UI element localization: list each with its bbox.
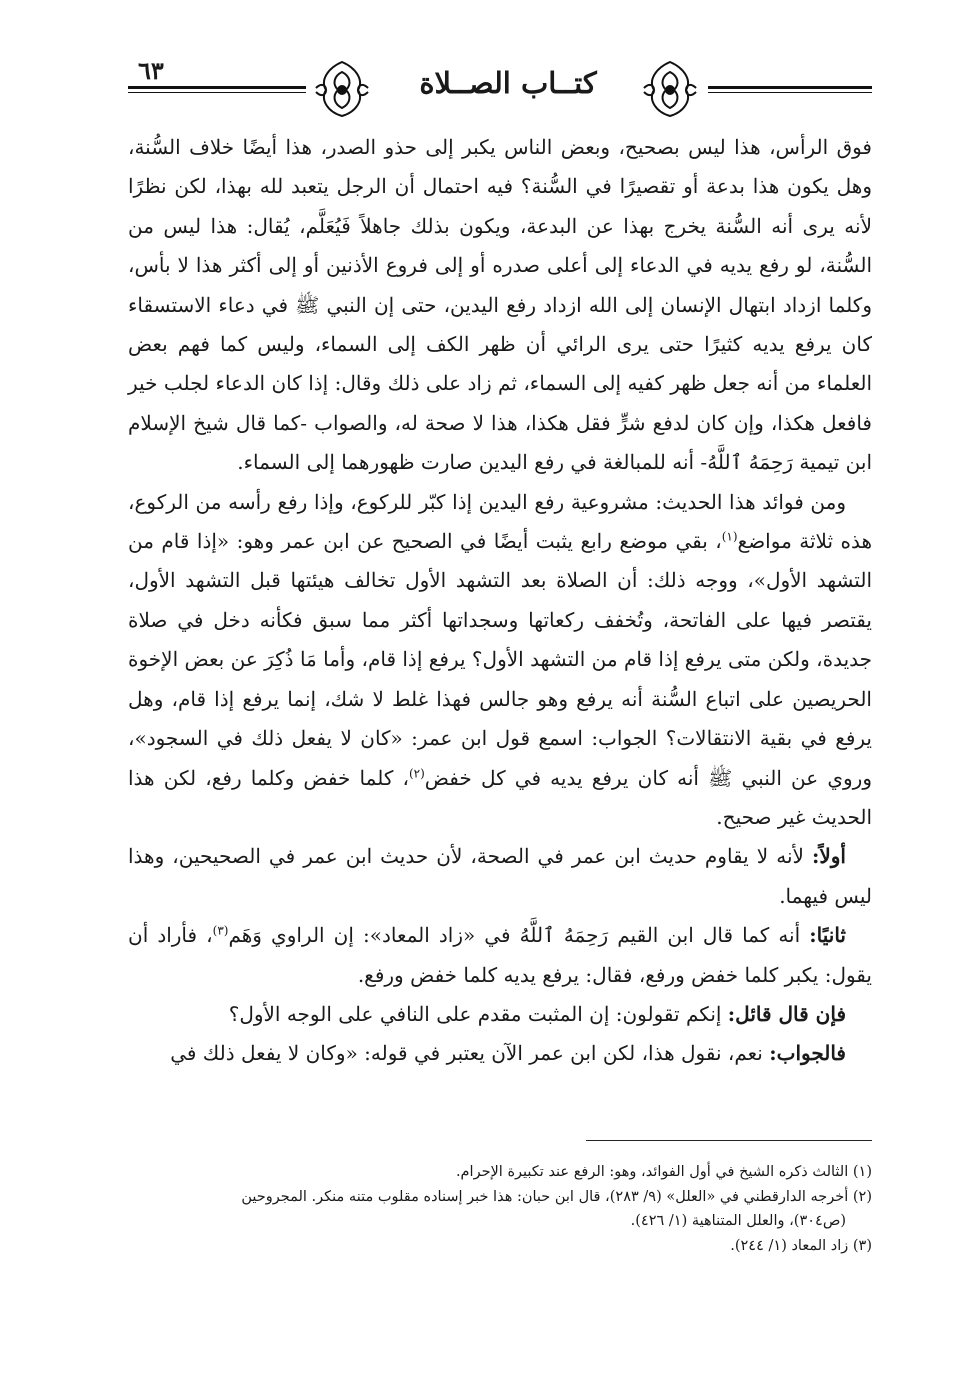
text-run: ، فأراد أن يقول: يكبر كلما خفض ورفع، فقال: يرفع يديه كلما خفض ورفع. [128, 923, 872, 987]
paragraph-lead: فإن قال قائل: [727, 1001, 846, 1026]
text-run: ومن فوائد هذا الحديث: مشروعية رفع اليدين إذا كبّر للركوع، وإذا رفع رأسه من الركوع، هذه ثلاثة مواضع [128, 489, 872, 554]
honorific: رَحِمَهُ ٱللَّهُ [519, 923, 609, 948]
page-header [128, 52, 872, 122]
page-number: ٦٣ [138, 56, 164, 85]
paragraph-lead: فالجواب: [769, 1041, 846, 1066]
honorific: رَحِمَهُ ٱللَّهُ [707, 450, 794, 475]
salawat-glyph: ﷺ [708, 765, 733, 790]
text-run: أنه كما قال ابن القيم [608, 923, 810, 948]
footnote: (١) الثالث ذكره الشيخ في أول الفوائد، وهو: الرفع عند تكبيرة الإحرام. [455, 1164, 872, 1180]
floral-ornament-icon [640, 58, 700, 120]
header-rule-left [128, 86, 306, 89]
footnote-ref[interactable]: (٢) [408, 765, 425, 780]
text-run: نعم، نقول هذا، لكن ابن عمر الآن يعتبر في قوله: «وكان لا يفعل ذلك في [170, 1041, 770, 1066]
text-run: أنه كان يرفع يديه في كل خفض [424, 765, 709, 790]
paragraph-lead: أولاً: [811, 844, 846, 869]
footnote-separator [586, 1140, 872, 1141]
header-rule-left-thin [128, 92, 306, 93]
header-rule-right [708, 86, 872, 89]
footnote-continuation: (ص٣٠٤)، والعلل المتناهية (١/ ٤٢٦). [630, 1213, 846, 1229]
body-text [128, 128, 872, 1074]
paragraph [128, 837, 872, 916]
text-run: إنكم تقولون: إن المثبت مقدم على النافي على الوجه الأول؟ [228, 1001, 728, 1026]
paragraph [128, 128, 872, 483]
text-run: لأنه لا يقاوم حديث ابن عمر في الصحة، لأن حديث ابن عمر في الصحيحين، وهذا ليس فيهما. [128, 844, 872, 908]
footnotes [128, 1160, 872, 1258]
footnote-ref[interactable]: (١) [721, 529, 738, 544]
text-run: في «زاد المعاد»: إن الراوي وَهَم [228, 923, 520, 948]
footnote-ref[interactable]: (٣) [212, 923, 229, 938]
paragraph [128, 483, 872, 838]
footnote: (٣) زاد المعاد (١/ ٢٤٤). [730, 1237, 872, 1254]
paragraph-lead: ثانيًا: [809, 923, 846, 948]
salawat-glyph: ﷺ [295, 292, 320, 317]
text-run: ، بقي موضع رابع يثبت أيضًا في الصحيح عن ابن عمر وهو: «إذا قام من التشهد الأول»، ووجه ذلك: أن الصلاة بعد التشهد الأول تخالف هيئتها قبل التشهد الأول، يقتصر فيها على الفاتحة، وتُخفف ركعاتها وسجداتها أكثر مما سبق فكأنه دخل في صلاة جديدة، ولكن متى يرفع إذا قام من التشهد الأول؟ يرفع إذا قام، وأما مَا ذُكِرَ عن بعض الإخوة الحريصين على اتباع السُّنة أنه يرفع وهو جالس فهذا غلط لا شك، إنما يرفع إذا قام، وهل يرفع في بقية الانتقالات؟ الجواب: اسمع قول ابن عمر: «كان لا يفعل ذلك في السجود»، وروي عن النبي [128, 529, 873, 790]
floral-ornament-icon [312, 58, 372, 120]
text-run: - أنه للمبالغة في رفع اليدين صارت ظهورهما إلى السماء. [237, 450, 708, 475]
header-rule-right-thin [708, 92, 872, 93]
text-run: في دعاء الاستسقاء كان يرفع يديه كثيرًا حتى يرى الرائي أن ظهر الكف إلى السماء، وليس كما فهم بعض العلماء من أنه جعل ظهر كفيه إلى السماء، ثم زاد على ذلك وقال: إذا كان الدعاء لجلب خير فافعل هكذا، وإن كان لدفع شرٍّ فقل هكذا، هذا لا صحة له، والصواب -كما قال شيخ الإسلام ابن تيمية [128, 292, 872, 475]
book-title: كتــاب الصــلاة [419, 66, 597, 100]
paragraph [128, 1034, 872, 1073]
text-run: فوق الرأس، هذا ليس بصحيح، وبعض الناس يكبر إلى حذو الصدر، هذا أيضًا خلاف السُّنة، وهل يكون هذا بدعة أو تقصيرًا في السُّنة؟ فيه احتمال أن الرجل يتعبد لله بهذا، لكن نظرًا لأنه يرى أنه السُّنة يخرج بهذا عن البدعة، ويكون بذلك جاهلاً فَيُعَلَّم، يُقال: هذا ليس من السُّنة، لو رفع يديه في الدعاء إلى أعلى صدره أو إلى فروع الأذنين أو إلى أكثر هذا لا بأس، وكلما ازداد ابتهال الإنسان إلى الله ازداد رفع اليدين، حتى إن النبي [128, 135, 872, 317]
paragraph [128, 916, 872, 995]
paragraph [128, 995, 872, 1034]
text-run: ، كلما خفض وكلما رفع، لكن هذا الحديث غير صحيح. [128, 765, 872, 829]
footnote: (٢) أخرجه الدارقطني في «العلل» (٩/ ٢٨٣)، قال ابن حبان: هذا خبر إسناده مقلوب متنه منكر. المجروحين [241, 1188, 872, 1205]
